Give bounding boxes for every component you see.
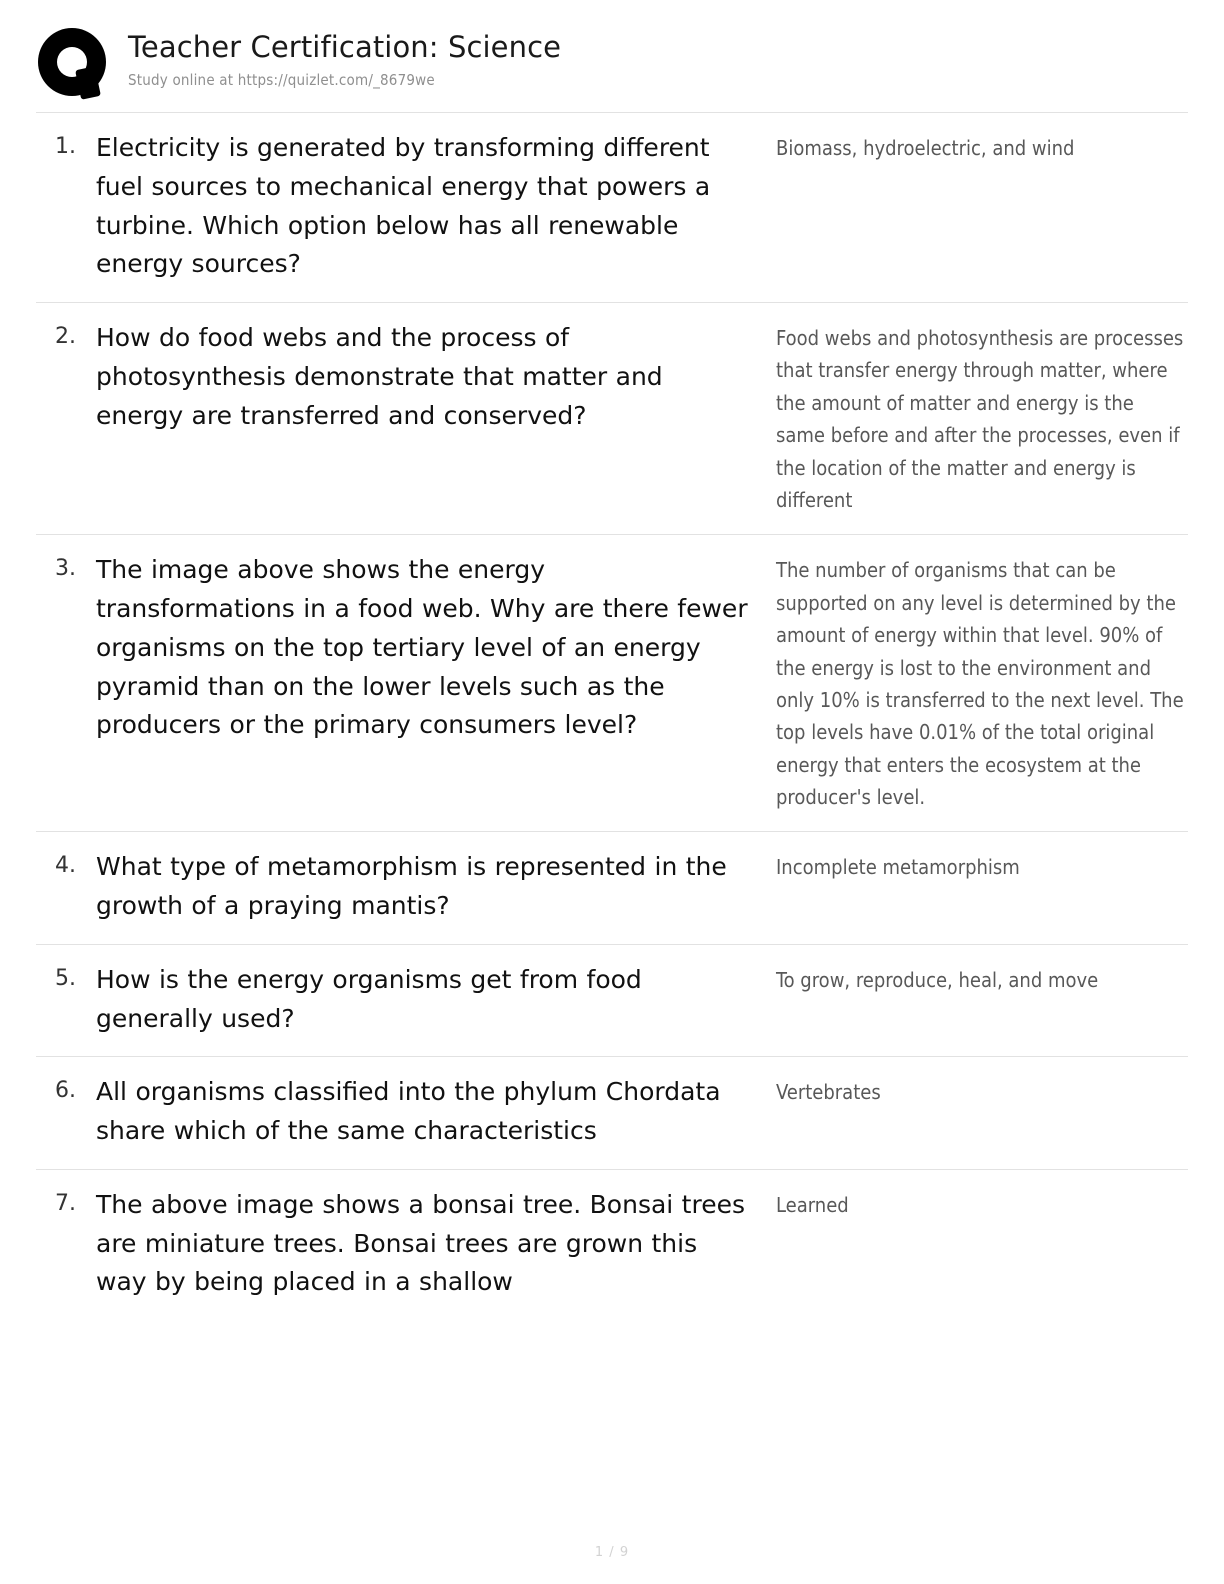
card-term: All organisms classified into the phylum Chordata share which of the same characteristics: [96, 1077, 721, 1146]
card-number: 7.: [55, 1190, 76, 1216]
card-term: The above image shows a bonsai tree. Bonsai trees are miniature trees. Bonsai trees are grown this way by being placed in a shallow: [96, 1189, 745, 1297]
card-definition: Learned: [776, 1192, 849, 1217]
card-number: 4.: [55, 853, 76, 879]
flashcard-row: [36, 1057, 1188, 1170]
card-number: 3.: [55, 556, 76, 582]
quizlet-q-logo-icon: [38, 28, 110, 100]
flashcard-row: [36, 1170, 1188, 1320]
card-term: The image above shows the energy transformations in a food web. Why are there fewer organisms on the top tertiary level of an energy pyramid than on the lower levels such as the producers or the primary consumers level?: [96, 555, 748, 740]
flashcard-row: [36, 945, 1188, 1058]
flashcard-row: [36, 303, 1188, 535]
card-number: 6.: [55, 1078, 76, 1104]
card-number: 5.: [55, 965, 76, 991]
flashcard-row: [36, 113, 1188, 303]
card-number: 1.: [55, 134, 76, 159]
card-definition: The number of organisms that can be supported on any level is determined by the amount of energy within that level. 90% of the energy is lost to the environment and only 10% is transferred to the next level. The top levels have 0.01% of the total original energy that enters the ecosystem at the producer's level.: [776, 558, 1184, 810]
flashcard-list: [36, 112, 1188, 1320]
card-term: What type of metamorphism is represented in the growth of a praying mantis?: [96, 852, 727, 921]
card-definition: Vertebrates: [776, 1080, 881, 1105]
card-term: Electricity is generated by transforming different fuel sources to mechanical energy that powers a turbine. Which option below has all renewable energy sources?: [96, 133, 711, 279]
page-title: Teacher Certification: Science: [128, 30, 562, 64]
study-online-link[interactable]: Study online at https://quizlet.com/_8679we: [128, 70, 435, 89]
card-number: 2.: [55, 324, 76, 349]
document-header: [36, 26, 1188, 112]
card-term: How is the energy organisms get from food generally used?: [96, 964, 642, 1033]
flashcard-row: [36, 535, 1188, 832]
header-text-block: [128, 26, 561, 89]
card-definition: Biomass, hydroelectric, and wind: [776, 136, 1075, 160]
card-definition: Food webs and photosynthesis are processes that transfer energy through matter, where the amount of matter and energy is the same before and after the processes, even if the location of the matter and energy is different: [776, 326, 1184, 512]
card-term: How do food webs and the process of photosynthesis demonstrate that matter and energy are transferred and conserved?: [96, 323, 663, 430]
card-definition: Incomplete metamorphism: [776, 855, 1020, 880]
page-footer: 1 / 9: [594, 1545, 630, 1560]
flashcard-row: [36, 832, 1188, 945]
card-definition: To grow, reproduce, heal, and move: [776, 967, 1099, 992]
